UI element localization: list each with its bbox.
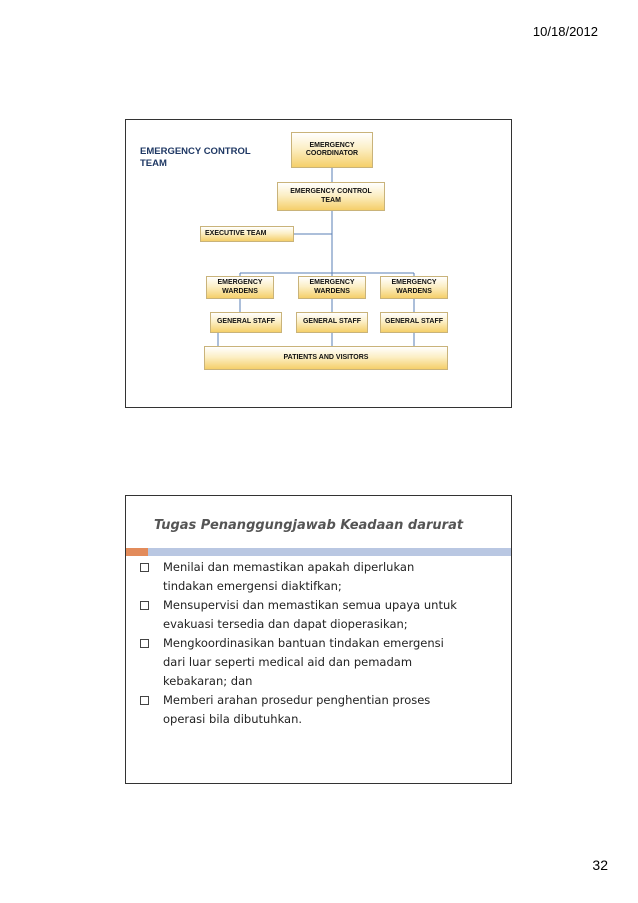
wardens-2-line1: EMERGENCY: [309, 279, 355, 287]
wardens-1-line2: WARDENS: [222, 287, 258, 295]
bullet-3-line1: Mengkoordinasikan bantuan tindakan emergensi: [163, 636, 444, 650]
wardens-2-line2: WARDENS: [314, 287, 350, 295]
title-divider-bar: [148, 548, 511, 556]
general-staff-1-label: GENERAL STAFF: [216, 318, 276, 326]
bullet-4-line1: Memberi arahan prosedur penghentian proses: [163, 693, 431, 707]
checkbox-bullet-icon: [140, 601, 149, 610]
coordinator-line2: COORDINATOR: [305, 150, 359, 157]
control-team-line2: TEAM: [321, 196, 341, 204]
bullet-4-line2: operasi bila dibutuhkan.: [163, 712, 303, 726]
slide-date: 10/18/2012: [532, 24, 598, 39]
bullet-3-line2: dari luar seperti medical aid dan pemadam: [163, 655, 413, 669]
list-item: [138, 634, 498, 691]
slide-title: [140, 146, 251, 170]
bullet-1-line2: tindakan emergensi diaktifkan;: [163, 579, 342, 593]
general-staff-3-label: GENERAL STAFF: [384, 318, 444, 326]
slide-title-line1: EMERGENCY CONTROL: [140, 146, 251, 157]
general-staff-2-label: GENERAL STAFF: [302, 318, 362, 326]
control-team-box: [277, 182, 385, 211]
page-number: 32: [592, 857, 608, 873]
wardens-3-line1: EMERGENCY: [391, 279, 437, 287]
general-staff-box-2: [296, 312, 368, 333]
slide-org-chart: [125, 119, 512, 408]
checkbox-bullet-icon: [140, 696, 149, 705]
wardens-box-3: [380, 276, 448, 299]
wardens-1-line1: EMERGENCY: [217, 279, 263, 287]
slide-title-line2: TEAM: [140, 157, 167, 169]
list-item: [138, 596, 498, 634]
wardens-box-1: [206, 276, 274, 299]
coordinator-box: [291, 132, 373, 168]
duties-list: [138, 558, 498, 729]
general-staff-box-1: [210, 312, 282, 333]
slide-duties: [125, 495, 512, 784]
executive-team-box: [200, 226, 294, 242]
general-staff-box-3: [380, 312, 448, 333]
bullet-2-line2: evakuasi tersedia dan dapat dioperasikan;: [163, 617, 408, 631]
coordinator-line1: EMERGENCY: [309, 141, 355, 149]
slide-title: Tugas Penanggungjawab Keadaan darurat: [154, 518, 464, 533]
title-accent-bar: [126, 548, 148, 556]
control-team-line1: EMERGENCY CONTROL: [290, 188, 372, 196]
checkbox-bullet-icon: [140, 639, 149, 648]
executive-team-label: EXECUTIVE TEAM: [205, 229, 267, 237]
checkbox-bullet-icon: [140, 563, 149, 572]
patients-label: PATIENTS AND VISITORS: [283, 353, 369, 361]
list-item: [138, 558, 498, 596]
wardens-box-2: [298, 276, 366, 299]
wardens-3-line2: WARDENS: [396, 287, 432, 295]
bullet-2-line1: Mensupervisi dan memastikan semua upaya untuk: [163, 598, 457, 612]
bullet-3-line3: kebakaran; dan: [163, 674, 253, 688]
patients-box: [204, 346, 448, 370]
bullet-1-line1: Menilai dan memastikan apakah diperlukan: [163, 560, 415, 574]
list-item: [138, 691, 498, 729]
